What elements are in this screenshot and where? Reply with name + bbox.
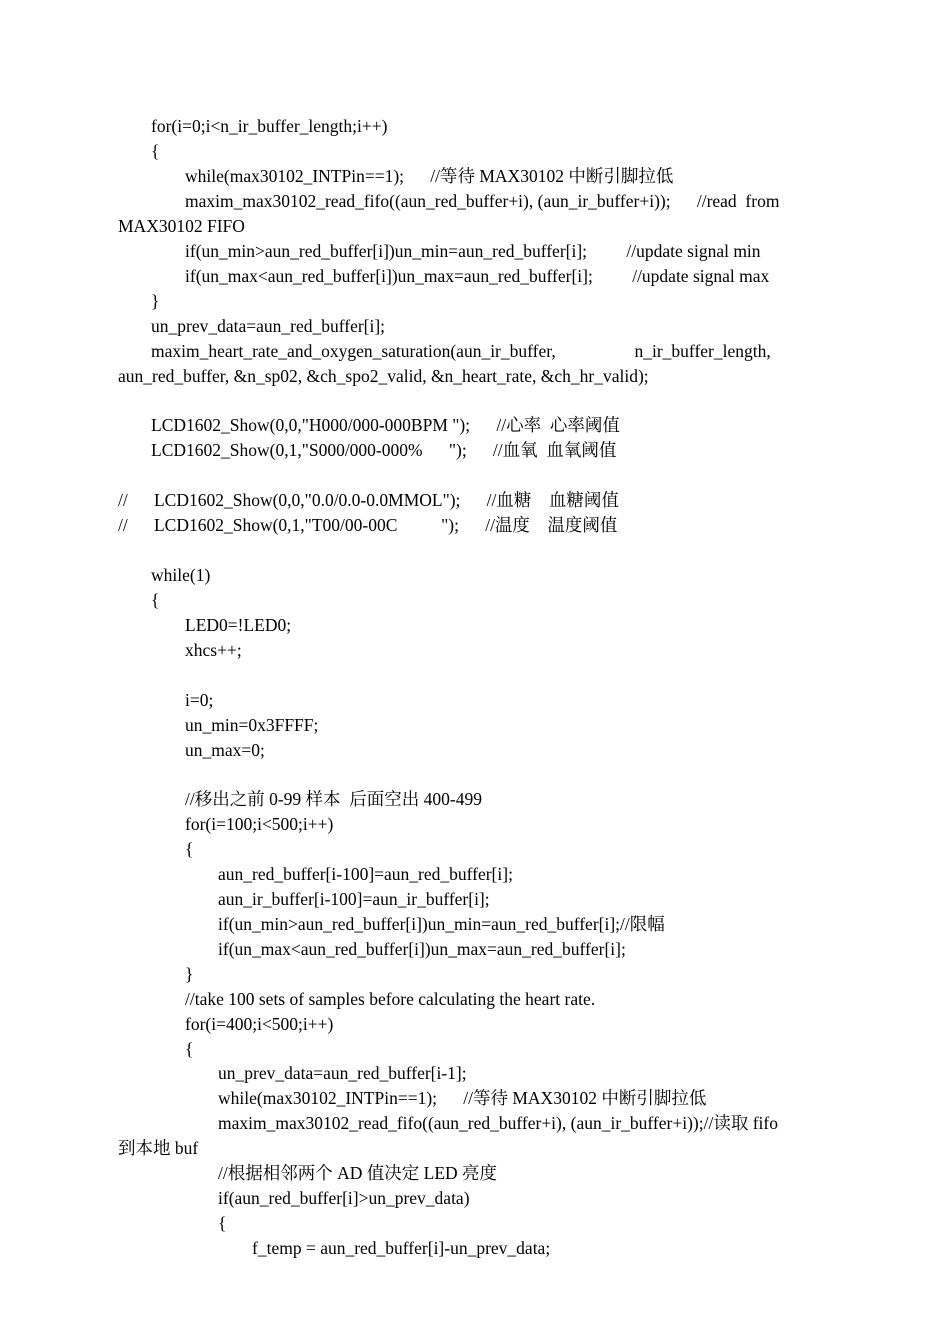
code-line: { — [218, 1213, 227, 1233]
code-line: if(un_min>aun_red_buffer[i])un_min=aun_red_buffer[i]; //update signal min — [185, 241, 761, 261]
code-line: { — [185, 1039, 194, 1059]
code-line: } — [151, 291, 160, 311]
code-line: //移出之前 0-99 样本 后面空出 400-499 — [185, 789, 483, 809]
code-line: if(aun_red_buffer[i]>un_prev_data) — [218, 1188, 470, 1208]
code-line: if(un_min>aun_red_buffer[i])un_min=aun_red_buffer[i];//限幅 — [218, 914, 665, 934]
code-line: } — [185, 964, 194, 984]
code-line: //根据相邻两个 AD 值决定 LED 亮度 — [218, 1163, 498, 1183]
code-line: // LCD1602_Show(0,1,"T00/00-00C "); //温度 温度阈值 — [118, 515, 618, 535]
code-line: un_prev_data=aun_red_buffer[i-1]; — [218, 1063, 467, 1083]
code-line: for(i=100;i<500;i++) — [185, 814, 334, 834]
code-line: { — [185, 839, 194, 859]
code-line: while(max30102_INTPin==1); //等待 MAX30102 中断引脚拉低 — [218, 1088, 707, 1108]
code-line: xhcs++; — [185, 640, 242, 660]
code-line: maxim_max30102_read_fifo((aun_red_buffer+i), (aun_ir_buffer+i)); //read from — [185, 191, 780, 211]
code-line: { — [151, 141, 160, 161]
code-line: LED0=!LED0; — [185, 615, 292, 635]
code-line: for(i=400;i<500;i++) — [185, 1014, 334, 1034]
code-line: // LCD1602_Show(0,0,"0.0/0.0-0.0MMOL"); //血糖 血糖阈值 — [118, 490, 619, 510]
code-line: 到本地 buf — [118, 1138, 199, 1158]
code-line: //take 100 sets of samples before calculating the heart rate. — [185, 989, 596, 1009]
code-line: aun_ir_buffer[i-100]=aun_ir_buffer[i]; — [218, 889, 490, 909]
code-line: aun_red_buffer, &n_sp02, &ch_spo2_valid, &n_heart_rate, &ch_hr_valid); — [118, 366, 649, 386]
code-line: un_max=0; — [185, 740, 265, 760]
code-line: LCD1602_Show(0,1,"S000/000-000% "); //血氧 血氧阈值 — [151, 440, 617, 460]
code-line: { — [151, 590, 160, 610]
code-line: maxim_heart_rate_and_oxygen_saturation(aun_ir_buffer, n_ir_buffer_length, — [151, 341, 771, 361]
code-line: aun_red_buffer[i-100]=aun_red_buffer[i]; — [218, 864, 513, 884]
code-line: LCD1602_Show(0,0,"H000/000-000BPM "); //心率 心率阈值 — [151, 415, 620, 435]
code-line: MAX30102 FIFO — [118, 216, 245, 236]
code-line: f_temp = aun_red_buffer[i]-un_prev_data; — [252, 1238, 551, 1258]
code-line: if(un_max<aun_red_buffer[i])un_max=aun_red_buffer[i]; — [218, 939, 626, 959]
code-line: while(max30102_INTPin==1); //等待 MAX30102 中断引脚拉低 — [185, 166, 674, 186]
code-line: un_min=0x3FFFF; — [185, 715, 319, 735]
code-line: while(1) — [151, 565, 211, 585]
code-line: i=0; — [185, 690, 214, 710]
code-line: if(un_max<aun_red_buffer[i])un_max=aun_red_buffer[i]; //update signal max — [185, 266, 770, 286]
code-line: un_prev_data=aun_red_buffer[i]; — [151, 316, 386, 336]
code-line: maxim_max30102_read_fifo((aun_red_buffer+i), (aun_ir_buffer+i));//读取 fifo — [218, 1113, 778, 1133]
code-line: for(i=0;i<n_ir_buffer_length;i++) — [151, 116, 388, 136]
